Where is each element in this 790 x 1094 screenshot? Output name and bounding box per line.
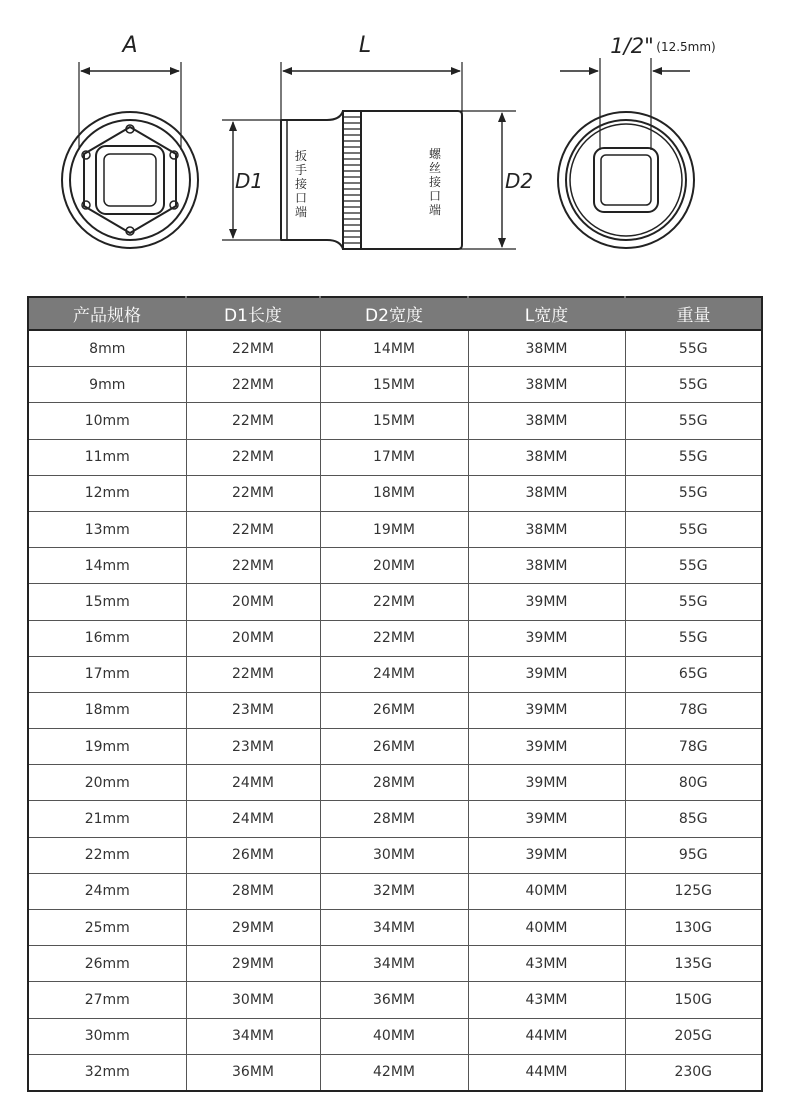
cell-weight: 55G [625,367,762,403]
socket-end-view-hex [62,62,198,248]
cell-d2: 28MM [320,801,468,837]
table-row [28,584,762,620]
cell-weight: 150G [625,982,762,1018]
header-l: L宽度 [468,297,625,330]
cell-d1: 22MM [186,439,320,475]
cell-weight: 55G [625,439,762,475]
table-row [28,620,762,656]
cell-weight: 135G [625,946,762,982]
svg-text:扳: 扳 [294,149,308,163]
cell-size: 27mm [28,982,186,1018]
cell-d2: 36MM [320,982,468,1018]
cell-l: 43MM [468,982,625,1018]
dimension-a-label: A [122,33,138,58]
cell-l: 38MM [468,367,625,403]
cell-size: 18mm [28,692,186,728]
cell-l: 39MM [468,584,625,620]
socket-side-view [222,62,516,249]
cell-l: 39MM [468,620,625,656]
cell-weight: 55G [625,475,762,511]
table-row [28,982,762,1018]
table-row [28,403,762,439]
cell-size: 11mm [28,439,186,475]
dimension-d2-label: D2 [504,169,534,193]
cell-d2: 28MM [320,765,468,801]
cell-d2: 19MM [320,511,468,547]
cell-d2: 34MM [320,910,468,946]
cell-weight: 95G [625,837,762,873]
cell-l: 39MM [468,692,625,728]
table-row [28,729,762,765]
drive-size-label: 1/2" [610,34,654,58]
table-row [28,511,762,547]
cell-size: 16mm [28,620,186,656]
svg-text:端: 端 [428,203,442,217]
cell-l: 44MM [468,1054,625,1091]
dimension-l-label: L [358,33,372,58]
table-row [28,1054,762,1091]
cell-d2: 14MM [320,330,468,367]
cell-d1: 29MM [186,946,320,982]
socket-end-view-drive [558,58,694,248]
cell-d2: 15MM [320,367,468,403]
cell-d1: 23MM [186,692,320,728]
cell-l: 44MM [468,1018,625,1054]
svg-text:接: 接 [428,175,442,189]
cell-weight: 85G [625,801,762,837]
cell-l: 38MM [468,548,625,584]
svg-text:螺: 螺 [428,147,442,161]
drive-size-mm-label: (12.5mm) [656,40,716,54]
cell-weight: 55G [625,330,762,367]
table-row [28,910,762,946]
cell-d1: 20MM [186,620,320,656]
cell-size: 30mm [28,1018,186,1054]
cell-d1: 22MM [186,330,320,367]
cell-weight: 130G [625,910,762,946]
cell-size: 13mm [28,511,186,547]
cell-d1: 24MM [186,801,320,837]
cell-d1: 28MM [186,873,320,909]
table-row [28,548,762,584]
cell-l: 39MM [468,837,625,873]
cell-d1: 20MM [186,584,320,620]
cell-d2: 22MM [320,584,468,620]
cell-d1: 23MM [186,729,320,765]
cell-d1: 34MM [186,1018,320,1054]
table-row [28,330,762,367]
cell-weight: 65G [625,656,762,692]
cell-size: 24mm [28,873,186,909]
cell-weight: 55G [625,403,762,439]
svg-text:手: 手 [294,163,308,177]
cell-d2: 20MM [320,548,468,584]
cell-l: 39MM [468,765,625,801]
cell-d2: 17MM [320,439,468,475]
table-row [28,873,762,909]
cell-l: 38MM [468,511,625,547]
cell-d1: 22MM [186,367,320,403]
cell-size: 20mm [28,765,186,801]
cell-d1: 26MM [186,837,320,873]
cell-weight: 125G [625,873,762,909]
cell-size: 8mm [28,330,186,367]
cell-l: 39MM [468,729,625,765]
cell-weight: 80G [625,765,762,801]
cell-weight: 55G [625,511,762,547]
header-weight: 重量 [625,297,762,330]
cell-d2: 40MM [320,1018,468,1054]
header-d1: D1长度 [186,297,320,330]
table-row [28,765,762,801]
cell-d1: 29MM [186,910,320,946]
svg-text:端: 端 [294,205,308,219]
cell-d2: 18MM [320,475,468,511]
spec-table [27,296,763,1092]
cell-l: 40MM [468,873,625,909]
svg-text:口: 口 [294,191,308,205]
table-row [28,367,762,403]
cell-l: 38MM [468,475,625,511]
cell-l: 39MM [468,656,625,692]
cell-l: 38MM [468,330,625,367]
cell-d2: 26MM [320,692,468,728]
svg-text:丝: 丝 [428,161,442,175]
cell-weight: 55G [625,548,762,584]
cell-size: 32mm [28,1054,186,1091]
cell-d1: 36MM [186,1054,320,1091]
table-row [28,1018,762,1054]
svg-text:接: 接 [294,177,308,191]
table-row [28,692,762,728]
cell-l: 39MM [468,801,625,837]
cell-size: 22mm [28,837,186,873]
header-d2: D2宽度 [320,297,468,330]
cell-d1: 30MM [186,982,320,1018]
hex-opening [84,127,176,233]
cell-size: 21mm [28,801,186,837]
cell-d1: 22MM [186,475,320,511]
cell-weight: 55G [625,620,762,656]
table-header-row [28,297,762,330]
wrench-end-label [295,148,307,219]
table-row [28,801,762,837]
cell-size: 12mm [28,475,186,511]
cell-size: 10mm [28,403,186,439]
cell-weight: 55G [625,584,762,620]
header-size: 产品规格 [28,297,186,330]
cell-weight: 230G [625,1054,762,1091]
cell-l: 43MM [468,946,625,982]
table-row [28,837,762,873]
cell-l: 38MM [468,439,625,475]
cell-d1: 22MM [186,403,320,439]
thread-end-label [429,146,442,217]
dimension-d1-label: D1 [234,169,264,193]
cell-d1: 24MM [186,765,320,801]
cell-d2: 24MM [320,656,468,692]
table-row [28,475,762,511]
cell-d2: 22MM [320,620,468,656]
cell-size: 19mm [28,729,186,765]
svg-text:口: 口 [428,189,442,203]
cell-d2: 32MM [320,873,468,909]
cell-weight: 205G [625,1018,762,1054]
cell-size: 14mm [28,548,186,584]
cell-l: 38MM [468,403,625,439]
cell-d2: 42MM [320,1054,468,1091]
table-row [28,656,762,692]
cell-weight: 78G [625,729,762,765]
cell-l: 40MM [468,910,625,946]
table-row [28,946,762,982]
cell-d1: 22MM [186,511,320,547]
cell-d2: 15MM [320,403,468,439]
cell-weight: 78G [625,692,762,728]
cell-d2: 34MM [320,946,468,982]
cell-size: 25mm [28,910,186,946]
cell-d2: 30MM [320,837,468,873]
cell-d1: 22MM [186,548,320,584]
cell-d2: 26MM [320,729,468,765]
cell-size: 9mm [28,367,186,403]
cell-size: 15mm [28,584,186,620]
cell-d1: 22MM [186,656,320,692]
table-row [28,439,762,475]
cell-size: 17mm [28,656,186,692]
socket-dimension-diagram [0,0,790,280]
cell-size: 26mm [28,946,186,982]
